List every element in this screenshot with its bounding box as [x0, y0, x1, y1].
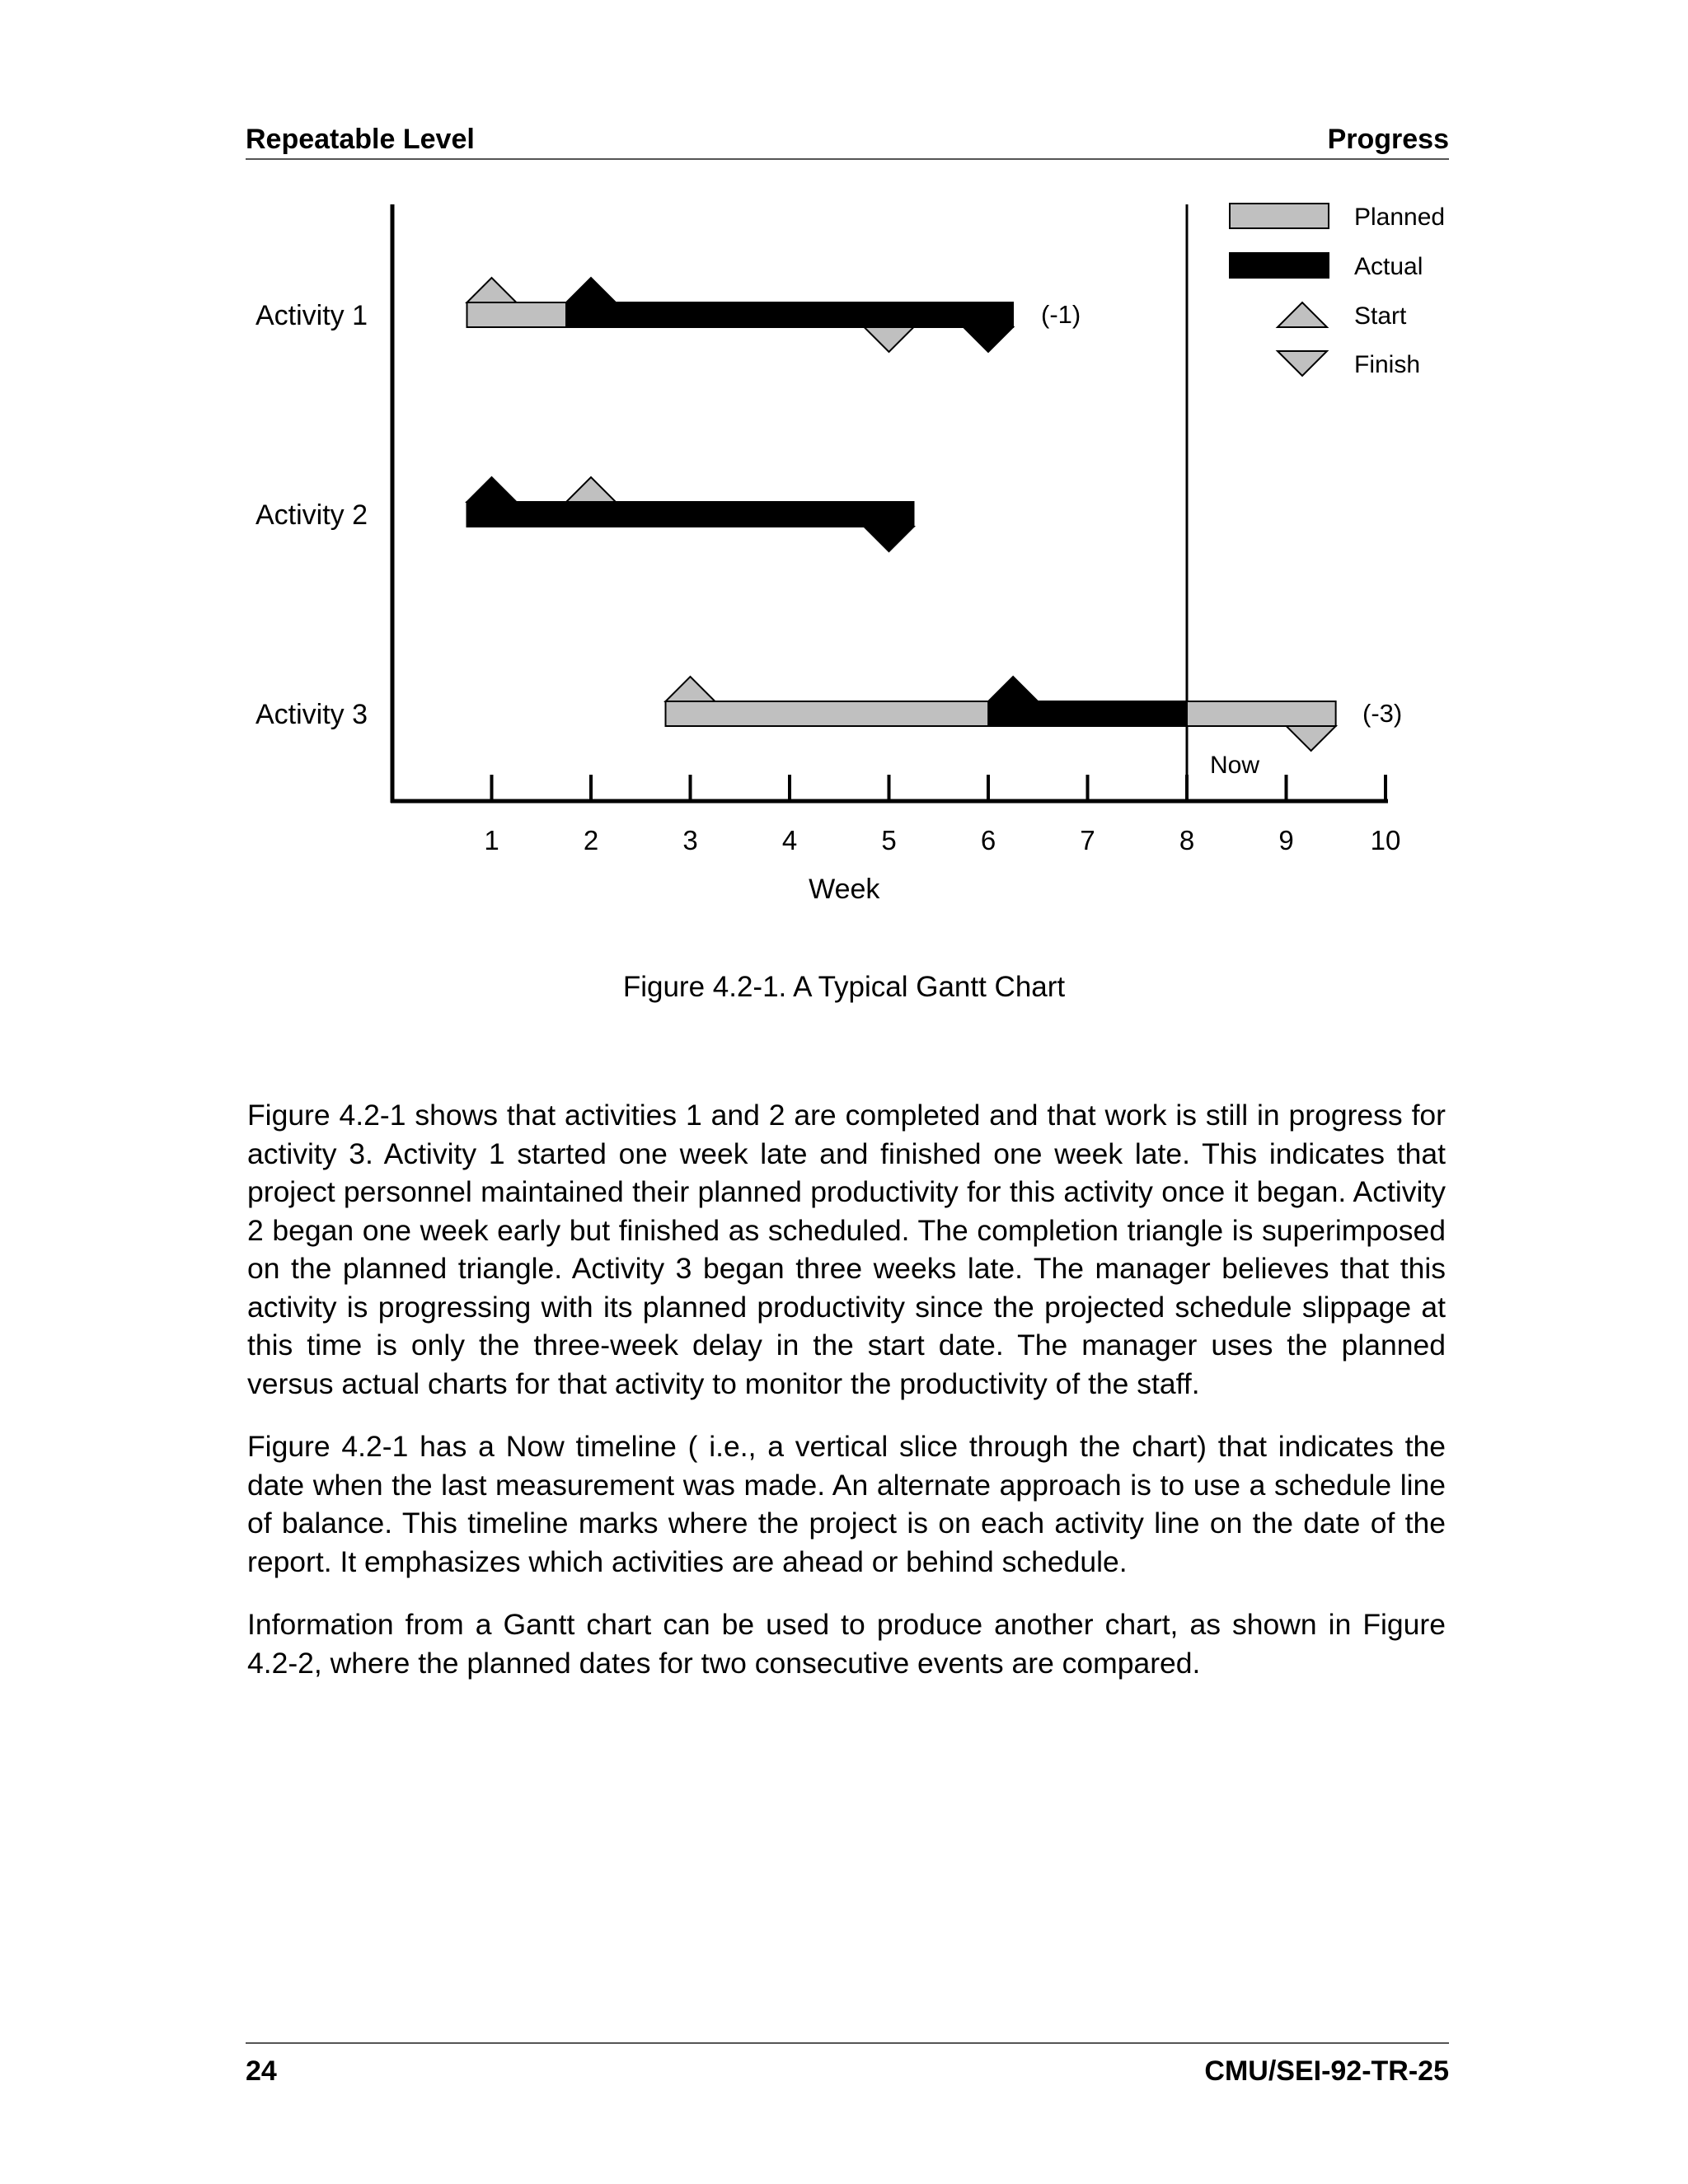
page-footer — [246, 2042, 1449, 2093]
figure-caption: Figure 4.2-1. A Typical Gantt Chart — [622, 971, 1066, 1003]
header-section-title: Repeatable Level — [246, 124, 475, 155]
report-id: CMU/SEI-92-TR-25 — [1204, 2055, 1449, 2087]
legend-actual-swatch — [1230, 253, 1329, 278]
legend-finish-marker — [1278, 351, 1327, 376]
header-chapter-title: Progress — [1327, 124, 1449, 155]
legend-label-finish: Finish — [1354, 351, 1421, 378]
activity-2-actual-finish-marker — [865, 527, 914, 551]
activity-label-1: Activity 1 — [256, 300, 368, 331]
activity-3-actual-bar — [988, 701, 1187, 726]
activity-3-slip-annotation: (-3) — [1362, 699, 1403, 728]
activity-label-2: Activity 2 — [256, 499, 368, 531]
x-tick-label-2: 2 — [583, 825, 599, 855]
x-tick-label-4: 4 — [781, 825, 798, 855]
paragraph-2: Figure 4.2-1 has a Now timeline ( i.e., a vertical slice through the chart) that indicates the date when the last measurement was made. An alternate approach is to use a schedule line of balance. This timeline marks where the project is on each activity line on the date of the report. It emphasizes which activities are ahead or behind schedule. — [247, 1430, 1446, 1578]
activity-2-actual-start-marker — [467, 477, 517, 502]
activity-1-actual-start-marker — [566, 278, 616, 302]
activity-1-planned-finish-marker — [865, 327, 914, 352]
x-tick-label-5: 5 — [881, 825, 897, 855]
x-tick-label-1: 1 — [484, 825, 499, 855]
legend-label-start: Start — [1354, 302, 1407, 330]
activity-1-actual-bar — [566, 302, 1013, 327]
activity-3-actual-start-marker — [988, 677, 1038, 701]
x-tick-label-9: 9 — [1278, 825, 1294, 855]
activity-3-planned-start-marker — [666, 677, 715, 701]
activity-2-actual-bar — [467, 502, 914, 527]
body-text — [247, 1096, 1446, 1707]
activity-label-3: Activity 3 — [256, 699, 368, 730]
paragraph-1: Figure 4.2-1 shows that activities 1 and 2 are completed and that work is still in progress for activity 3. Activity 1 started one week late and finished one week late. This indicates that project personnel maintained their planned productivity for this activity once it began. Activity 2 began one week early but finished as scheduled. The completion triangle is superimposed on the planned triangle. Activity 3 began three weeks late. The manager believes that this activity is progressing with its planned productivity since the projected schedule slippage at this time is only the three-week delay in the start date. The manager uses the planned versus actual charts for that activity to monitor the productivity of the staff. — [247, 1099, 1446, 1400]
x-tick-label-3: 3 — [682, 825, 698, 855]
activity-1-slip-annotation: (-1) — [1041, 300, 1081, 329]
page-number: 24 — [246, 2055, 277, 2087]
x-axis-title: Week — [809, 874, 880, 905]
x-tick-label-10: 10 — [1370, 825, 1401, 855]
gantt-chart — [0, 0, 1688, 923]
legend-label-actual: Actual — [1354, 253, 1423, 280]
x-tick-label-6: 6 — [980, 825, 996, 855]
legend-start-marker — [1278, 302, 1327, 327]
activity-2-planned-start-marker — [566, 477, 616, 502]
legend-planned-swatch — [1230, 204, 1329, 228]
x-tick-label-7: 7 — [1080, 825, 1095, 855]
legend-label-planned: Planned — [1354, 204, 1446, 231]
activity-1-actual-finish-marker — [964, 327, 1013, 352]
now-label: Now — [1210, 752, 1260, 779]
activity-1-planned-start-marker — [467, 278, 517, 302]
activity-3-planned-finish-marker — [1287, 726, 1336, 751]
paragraph-3: Information from a Gantt chart can be used to produce another chart, as shown in Figure 4.2-2, where the planned dates for two consecutive events are compared. — [247, 1608, 1446, 1680]
x-tick-label-8: 8 — [1179, 825, 1195, 855]
